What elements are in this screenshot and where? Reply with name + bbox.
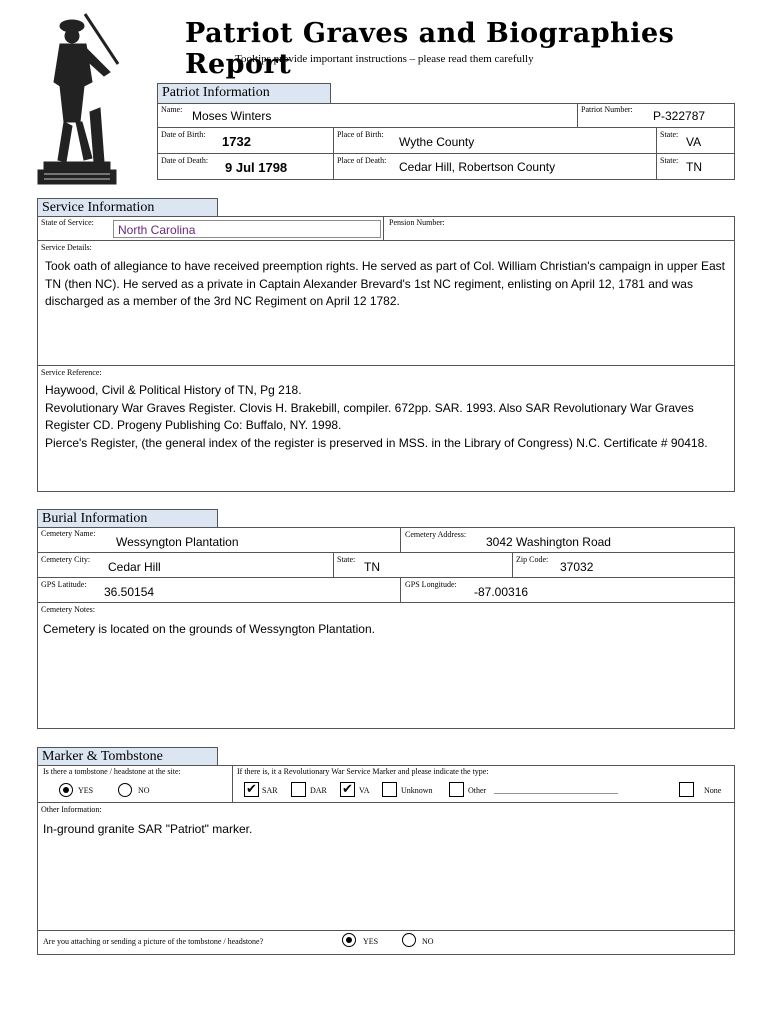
patriot-number-field[interactable]: P-322787 [653,109,706,123]
pob-field[interactable]: Wythe County [399,135,475,149]
burial-state-label: State: [337,555,356,564]
dod-field[interactable]: 9 Jul 1798 [225,160,288,175]
dob-label: Date of Birth: [161,130,206,139]
gps-latitude-field[interactable]: 36.50154 [104,585,155,599]
report-subtitle: Tooltips provide important instructions – please read them carefully [235,53,534,65]
cemetery-name-field[interactable]: Wessyngton Plantation [116,535,239,549]
burial-section-header: Burial Information [37,509,218,528]
pob-label: Place of Birth: [337,130,384,139]
other-information-label: Other Information: [41,805,102,814]
sar-checkbox[interactable]: ✔ [244,782,259,797]
cemetery-name-label: Cemetery Name: [41,529,96,538]
marker-section-header: Marker & Tombstone [37,747,218,766]
dar-label: DAR [310,786,327,795]
va-checkbox[interactable]: ✔ [340,782,355,797]
cemetery-city-label: Cemetery City: [41,555,91,564]
service-details-label: Service Details: [41,243,92,252]
gps-longitude-label: GPS Longitude: [405,580,457,589]
unknown-label: Unknown [401,786,433,795]
tombstone-question: Is there a tombstone / headstone at the site: [43,767,181,776]
service-section-header: Service Information [37,198,218,217]
reference-line: Pierce's Register, (the general index of the register is preserved in MSS. in the Library of Congress) N.C. Certificate # 90418. [45,435,708,450]
picture-yes-radio[interactable] [342,933,356,947]
birth-state-field[interactable]: VA [686,135,702,149]
service-details-text[interactable]: Took oath of allegiance to have received preemption rights. He served as part of Col. William Christian's campaign in upper East TN (then NC). He served as a private in Captain Alexander Brevard's 1st NC regiment, enlisting on April 12, 1781 and was discharged as a member of the 3rd NC Regiment on April 12 1782. [45,259,725,308]
picture-no-radio[interactable] [402,933,416,947]
cemetery-address-field[interactable]: 3042 Washington Road [486,535,611,549]
service-state-field[interactable]: North Carolina [113,220,381,238]
picture-no-label: NO [422,937,434,946]
reference-line: Haywood, Civil & Political History of TN, Pg 218. [45,383,302,397]
service-reference-text[interactable] [45,382,731,452]
cemetery-notes-text[interactable]: Cemetery is located on the grounds of Wessyngton Plantation. [43,622,375,636]
tombstone-yes-radio[interactable] [59,783,73,797]
burial-state-field[interactable]: TN [364,560,380,574]
zip-label: Zip Code: [516,555,549,564]
minuteman-statue-logo [30,12,122,192]
patriot-number-label: Patriot Number: [581,105,633,114]
sar-label: SAR [262,786,278,795]
death-state-field[interactable]: TN [686,160,702,174]
pod-label: Place of Death: [337,156,387,165]
tombstone-yes-label: YES [78,786,94,795]
pension-label: Pension Number: [389,218,445,227]
marker-type-question: If there is, it a Revolutionary War Service Marker and please indicate the type: [237,767,489,776]
other-type-label: Other [468,786,487,795]
birth-state-label: State: [660,130,679,139]
va-label: VA [359,786,370,795]
report-title: Patriot Graves and Biographies Report [185,18,675,80]
gps-latitude-label: GPS Latitude: [41,580,87,589]
name-field[interactable]: Moses Winters [192,109,272,123]
picture-question: Are you attaching or sending a picture of the tombstone / headstone? [43,937,264,946]
zip-field[interactable]: 37032 [560,560,594,574]
reference-line: Revolutionary War Graves Register. Clovis H. Brakebill, compiler. 672pp. SAR. 1993. Also SAR Revolutionary War Graves Register CD. Progeny Publishing Co: Buffalo, NY. 1998. [45,400,694,432]
cemetery-city-field[interactable]: Cedar Hill [108,560,161,574]
tombstone-no-label: NO [138,786,150,795]
death-state-label: State: [660,156,679,165]
other-information-text[interactable]: In-ground granite SAR "Patriot" marker. [43,822,253,836]
other-checkbox[interactable] [449,782,464,797]
none-label: None [704,786,722,795]
pod-field[interactable]: Cedar Hill, Robertson County [399,160,556,174]
service-state-label: State of Service: [41,218,94,227]
service-reference-label: Service Reference: [41,368,102,377]
patriot-section-header: Patriot Information [157,83,331,104]
name-label: Name: [161,105,183,114]
dod-label: Date of Death: [161,156,209,165]
unknown-checkbox[interactable] [382,782,397,797]
gps-longitude-field[interactable]: -87.00316 [474,585,529,599]
dob-field[interactable]: 1732 [222,134,251,149]
other-type-line[interactable]: _______________________________ [494,786,618,795]
cemetery-address-label: Cemetery Address: [405,530,467,539]
none-checkbox[interactable] [679,782,694,797]
picture-yes-label: YES [363,937,379,946]
dar-checkbox[interactable] [291,782,306,797]
cemetery-notes-label: Cemetery Notes: [41,605,95,614]
tombstone-no-radio[interactable] [118,783,132,797]
